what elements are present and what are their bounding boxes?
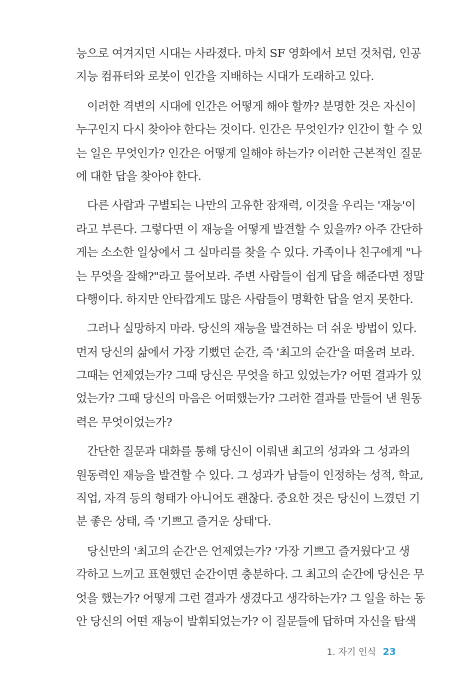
text-line: 누구인지 다시 찾아야 한다는 것이다. 인간은 무엇인가? 인간이 할 수 있 bbox=[76, 122, 423, 137]
text-line: 분 좋은 상태, 즉 '기쁘고 즐거운 상태'다. bbox=[76, 514, 272, 529]
text-line: 었는가? 그때 당신의 마음은 어떠했는가? 그러한 결과를 만들어 낸 원동 bbox=[76, 391, 422, 406]
text-line: 직업, 자격 등의 형태가 아니어도 괜찮다. 중요한 것은 당신이 느꼈던 기 bbox=[76, 491, 420, 506]
paragraph-1 bbox=[76, 42, 421, 89]
text-line: 간단한 질문과 대화를 통해 당신이 이뤄낸 최고의 성과와 그 성과의 bbox=[87, 444, 410, 459]
page-number: 23 bbox=[382, 647, 396, 658]
paragraph-4 bbox=[76, 317, 422, 434]
paragraph-2 bbox=[76, 95, 423, 189]
text-line: 당신만의 '최고의 순간'은 언제였는가? '가장 기쁘고 즐거웠다'고 생 bbox=[87, 543, 410, 558]
paragraph-5 bbox=[76, 440, 424, 534]
text-line: 는 일은 무엇인가? 인간은 어떻게 일해야 하는가? 이러한 근본적인 질문 bbox=[76, 145, 422, 160]
chapter-title: 1. 자기 인식 bbox=[326, 648, 376, 658]
paragraph-3 bbox=[76, 194, 424, 311]
text-line: 능으로 여겨지던 시대는 사라졌다. 마치 SF 영화에서 보던 것처럼, 인공 bbox=[76, 46, 421, 60]
body-text bbox=[76, 42, 425, 639]
text-line: 게는 소소한 일상에서 그 실마리를 찾을 수 있다. 가족이나 친구에게 "나 bbox=[76, 245, 422, 260]
text-line: 이러한 격변의 시대에 인간은 어떻게 해야 할까? 분명한 것은 자신이 bbox=[87, 98, 416, 113]
text-line: 에 대한 답을 찾아야 한다. bbox=[76, 168, 202, 183]
text-line: 안 당신의 어떤 재능이 발휘되었는가? 이 질문들에 답하며 자신을 탐색 bbox=[76, 613, 416, 628]
text-line: 력은 무엇이었는가? bbox=[76, 414, 172, 429]
text-line: 지능 컴퓨터와 로봇이 인간을 지배하는 시대가 도래하고 있다. bbox=[76, 69, 374, 84]
text-line: 먼저 당신의 삶에서 가장 기뻤던 순간, 즉 '최고의 순간'을 떠올려 보라. bbox=[76, 344, 415, 359]
text-line: 다른 사람과 구별되는 나만의 고유한 잠재력, 이것을 우리는 '재능'이 bbox=[87, 198, 416, 213]
text-line: 는 무엇을 잘해?"라고 물어보라. 주변 사람들이 쉽게 답을 해준다면 정말 bbox=[76, 268, 424, 283]
paragraph-6 bbox=[76, 540, 425, 634]
text-line: 라고 부른다. 그렇다면 이 재능을 어떻게 발견할 수 있을까? 아주 간단하 bbox=[76, 221, 423, 236]
text-line: 각하고 느끼고 표현했던 순간이면 충분하다. 그 최고의 순간에 당신은 무 bbox=[76, 567, 424, 582]
text-line: 원동력인 재능을 발견할 수 있다. 그 성과가 남들이 인정하는 성적, 학교, bbox=[76, 467, 424, 482]
text-line: 엇을 했는가? 어떻게 그런 결과가 생겼다고 생각하는가? 그 일을 하는 동 bbox=[76, 590, 425, 605]
text-line: 다행이다. 하지만 안타깝게도 많은 사람들이 명확한 답을 얻지 못한다. bbox=[76, 291, 414, 306]
text-line: 그러나 실망하지 마라. 당신의 재능을 발견하는 더 쉬운 방법이 있다. bbox=[87, 321, 417, 336]
text-line: 그때는 언제였는가? 그때 당신은 무엇을 하고 있었는가? 어떤 결과가 있 bbox=[76, 368, 422, 383]
page-footer bbox=[327, 645, 396, 658]
